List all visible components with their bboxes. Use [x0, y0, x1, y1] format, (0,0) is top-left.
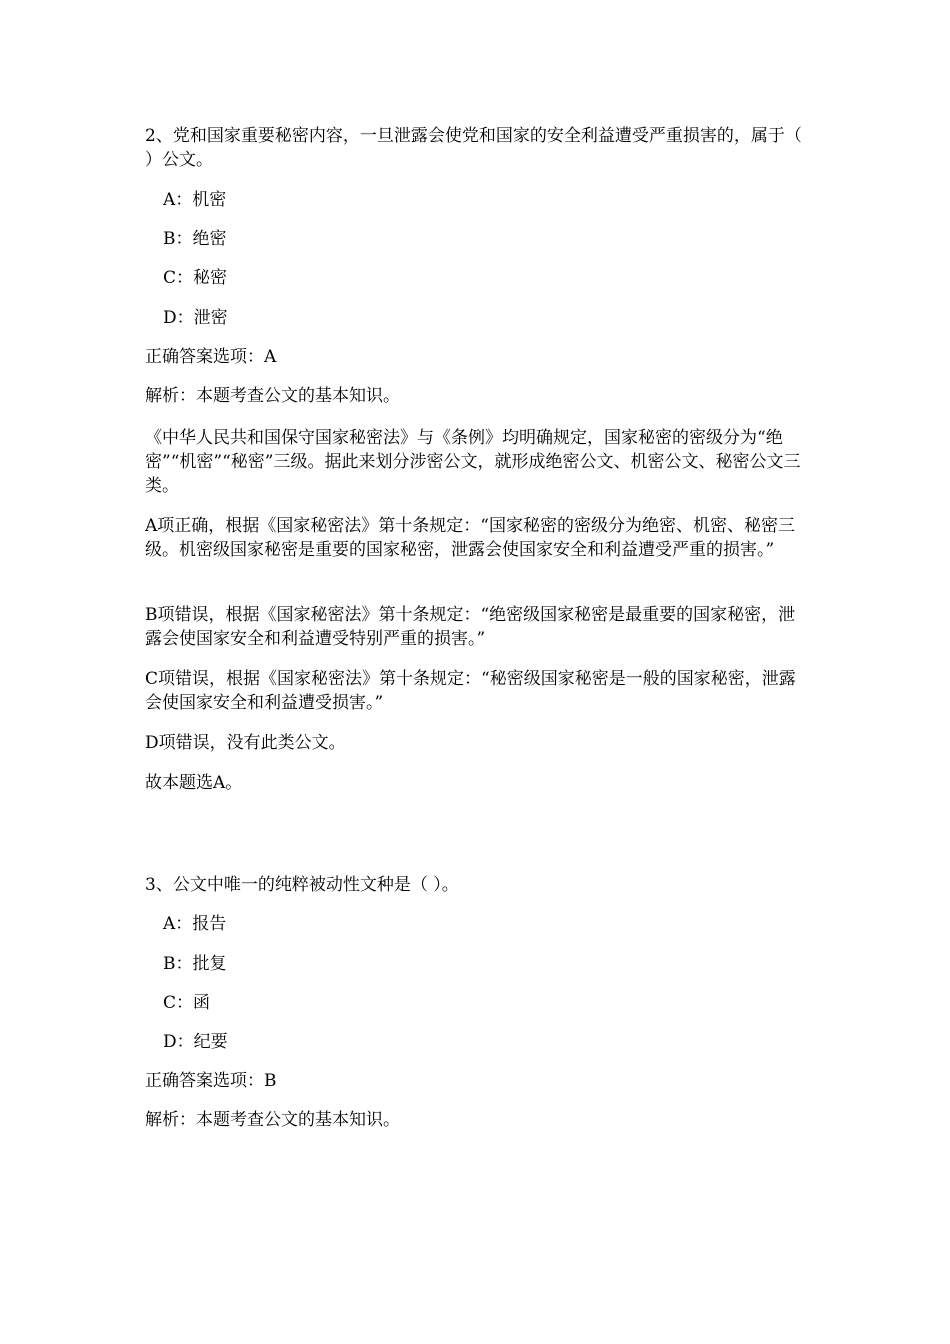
question-2-analysis-paragraph: C项错误，根据《国家秘密法》第十条规定：“秘密级国家秘密是一般的国家秘密，泄露会使国家安全和利益遭受损害。” [145, 669, 796, 713]
question-3-analysis-title: 解析：本题考查公文的基本知识。 [145, 1110, 400, 1130]
question-3-stem: 3、公文中唯一的纯粹被动性文种是（ ）。 [145, 875, 459, 895]
question-2-analysis-title: 解析：本题考查公文的基本知识。 [145, 386, 400, 406]
question-3-option-b: B：批复 [163, 954, 227, 974]
question-2-option-d: D：泄密 [163, 308, 228, 328]
question-2-conclusion: 故本题选A。 [145, 773, 243, 793]
question-2-option-c: C：秘密 [163, 268, 228, 288]
question-2-analysis-paragraph: D项错误，没有此类公文。 [145, 733, 346, 753]
question-2-option-b: B：绝密 [163, 229, 227, 249]
question-2-analysis-paragraph: A项正确，根据《国家秘密法》第十条规定：“国家秘密的密级分为绝密、机密、秘密三级。机密级国家秘密是重要的国家秘密，泄露会使国家安全和利益遭受严重的损害。” [145, 516, 795, 560]
question-2-analysis-paragraph: B项错误，根据《国家秘密法》第十条规定：“绝密级国家秘密是最重要的国家秘密，泄露会使国家安全和利益遭受特别严重的损害。” [145, 605, 796, 649]
question-2-option-a: A：机密 [163, 190, 227, 210]
question-3-option-a: A：报告 [163, 914, 227, 934]
question-3-option-c: C：函 [163, 993, 211, 1013]
question-2-answer: 正确答案选项：A [145, 347, 277, 367]
question-2-stem: 2、党和国家重要秘密内容，一旦泄露会使党和国家的安全利益遭受严重损害的，属于（ ）公文。 [145, 126, 802, 170]
question-3-answer: 正确答案选项：B [145, 1071, 277, 1091]
question-3-option-d: D：纪要 [163, 1032, 228, 1052]
question-2-analysis-paragraph: 《中华人民共和国保守国家秘密法》与《条例》均明确规定，国家秘密的密级分为“绝密”“机密”“秘密”三级。据此来划分涉密公文，就形成绝密公文、机密公文、秘密公文三类。 [145, 428, 801, 496]
